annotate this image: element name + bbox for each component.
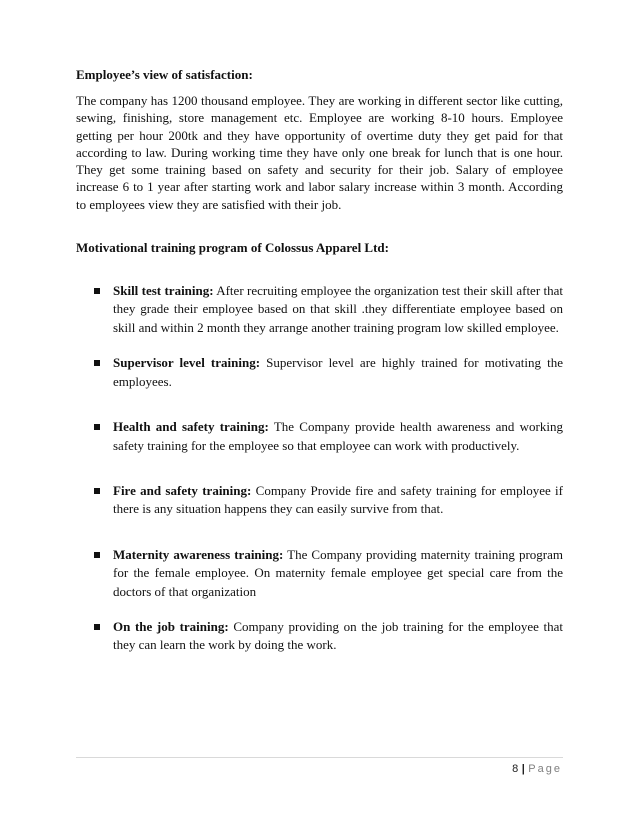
page-content [76,66,563,655]
training-list [76,282,563,655]
section-heading-satisfaction: Employee’s view of satisfaction: [76,67,253,82]
square-bullet-icon [94,424,100,430]
list-item-health-safety [76,418,563,455]
description: After recruiting employee the organization test their skill after that they grade their employee based on that skill .they differentiate employee based on skill and within 2 month they arrange another training program low skilled employee. [113,283,563,335]
term: Maternity awareness training: [113,546,284,562]
term: Skill test training: [113,283,214,299]
square-bullet-icon [94,360,100,366]
term: On the job training: [113,618,229,634]
list-item-supervisor [76,354,563,391]
satisfaction-paragraph: The company has 1200 thousand employee. They are working in different sector like cutting, sewing, finishing, store management etc. Employee are working 8-10 hours. Employee getting per hour 200tk and they have opportunity of overtime duty they get paid for that according to law. During working time they have only one break for lunch that is one hour. They get some training based on safety and security for their job. Salary of employee increase 6 to 1 year after starting work and labor salary increase within 3 month. According to employees view they are satisfied with their job. [76,93,563,212]
term: Supervisor level training: [113,355,261,371]
footer-divider [76,757,563,758]
section-heading-training: Motivational training program of Colossus Apparel Ltd: [76,240,389,256]
description: The Company providing maternity training program for the female employee. On maternity female employee get special care from the doctors of that organization [113,546,564,599]
square-bullet-icon [94,288,100,294]
square-bullet-icon [94,552,100,558]
description: Company providing on the job training for the employee that they can learn the work by doing the work. [113,618,563,653]
list-item-skill-test [76,282,563,337]
footer-separator: | [521,763,526,775]
page-number: 8 [512,763,519,775]
term: Health and safety training: [113,419,269,435]
page-footer [512,763,562,775]
list-item-maternity [76,546,563,601]
page-label: Page [528,763,562,775]
term: Fire and safety training: [113,482,252,498]
square-bullet-icon [94,488,100,494]
square-bullet-icon [94,624,100,630]
description: Company Provide fire and safety training for employee if there is any situation happens they can easily survive from that. [113,482,563,517]
description: The Company provide health awareness and working safety training for the employee so that employee can work with productively. [113,419,563,453]
description: Supervisor level are highly trained for motivating the employees. [113,355,564,389]
list-item-on-the-job [76,618,563,655]
list-item-fire-safety [76,482,563,519]
